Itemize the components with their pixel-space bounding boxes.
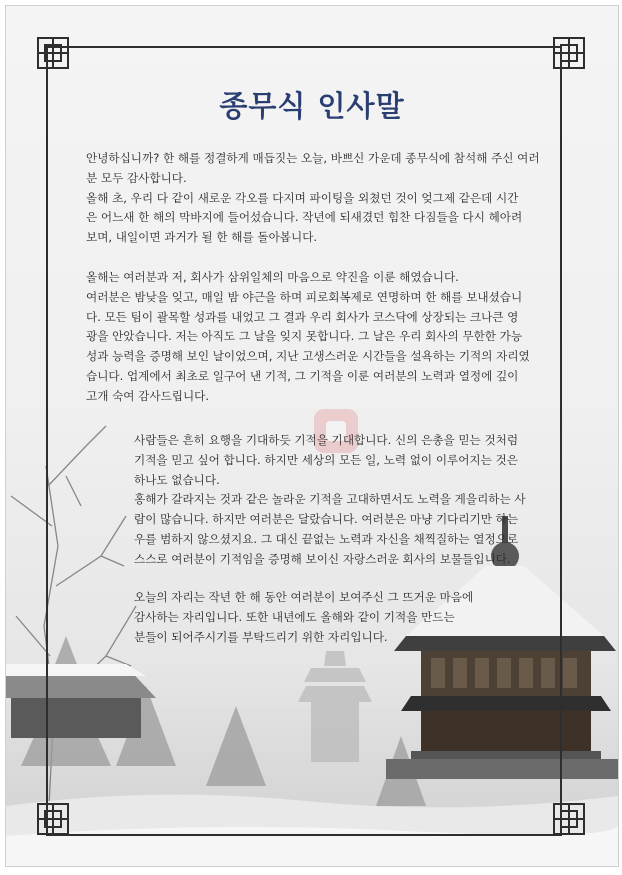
text-line: 분 모두 감사합니다.	[86, 170, 187, 185]
text-line: 사람들은 흔히 요행을 기대하듯 기적을 기대합니다. 신의 은총을 믿는 것처럼	[134, 433, 519, 447]
paragraph-miracle	[134, 431, 542, 570]
text-line: 고개 숙여 감사드립니다.	[86, 388, 210, 403]
text-line: 우를 범하지 않으셨지요. 그 대신 끝없는 노력과 자신을 채찍질하는 열정으로	[134, 531, 519, 546]
text-line: 오늘의 자리는 작년 한 해 동안 여러분이 보여주신 그 뜨거운 마음에	[134, 590, 474, 604]
text-line: 하나도 없습니다.	[134, 472, 220, 487]
text-line: 홍해가 갈라지는 것과 같은 놀라운 기적을 고대하면서도 노력을 게을리하는 사	[134, 492, 526, 507]
text-line: 성과 능력을 증명해 보인 날이었으며, 지난 고생스러운 시간들을 설욕하는 기적의 자리였	[86, 349, 530, 364]
lattice-knot-icon	[36, 36, 70, 70]
paragraph-achievements	[86, 268, 541, 407]
text-line: 다. 모든 팀이 괄목할 성과를 내었고 그 결과 우리 회사가 코스닥에 상장되는 크나큰 영	[86, 309, 519, 324]
text-line: 습니다. 업계에서 최초로 일구어 낸 기적, 그 기적을 이룬 여러분의 노력과 열정에 깊이	[86, 368, 519, 383]
document-page	[5, 5, 619, 867]
text-line: 람이 많습니다. 하지만 여러분은 달랐습니다. 여러분은 마냥 기다리기만 하는	[134, 512, 519, 527]
text-line: 보며, 내일이면 과거가 될 한 해를 돌아봅니다.	[86, 230, 318, 245]
lattice-knot-icon	[552, 36, 586, 70]
lattice-knot-icon	[552, 802, 586, 836]
text-line: 스스로 여러분이 기적임을 증명해 보이신 자랑스러운 회사의 보물들입니다.	[134, 551, 511, 566]
text-line: 기적을 믿고 싶어 합니다. 하지만 세상의 모든 일, 노력 없이 이루어지는 것은	[134, 452, 518, 467]
text-line: 광을 안았습니다. 저는 아직도 그 날을 잊지 못합니다. 그 날은 우리 회사의 무한한 가능	[86, 329, 523, 344]
page-title: 종무식 인사말	[219, 89, 405, 123]
text-line: 안녕하십니까? 한 해를 정결하게 매듭짓는 오늘, 바쁘신 가운데 종무식에 참석해 주신 여러	[86, 151, 540, 165]
text-line: 올해 초, 우리 다 같이 새로운 각오를 다지며 파이팅을 외쳤던 것이 엊그제 같은데 시간	[86, 190, 519, 205]
paragraph-opening	[86, 149, 541, 248]
text-line: 감사하는 자리입니다. 또한 내년에도 올해와 같이 기적을 만드는	[134, 609, 455, 624]
text-line: 올해는 여러분과 저, 회사가 삼위일체의 마음으로 약진을 이룬 해였습니다.	[86, 270, 459, 284]
text-line: 여러분은 밤낮을 잊고, 매일 밤 야근을 하며 피로회복제로 연명하며 한 해를 보내셨습니	[86, 289, 523, 304]
paragraph-closing	[134, 588, 504, 647]
text-line: 분들이 되어주시기를 부탁드리기 위한 자리입니다.	[134, 629, 388, 644]
text-line: 은 어느새 한 해의 막바지에 들어섰습니다. 작년에 되새겼던 힘찬 다짐들을 다시 헤아려	[86, 210, 523, 225]
lattice-knot-icon	[36, 802, 70, 836]
